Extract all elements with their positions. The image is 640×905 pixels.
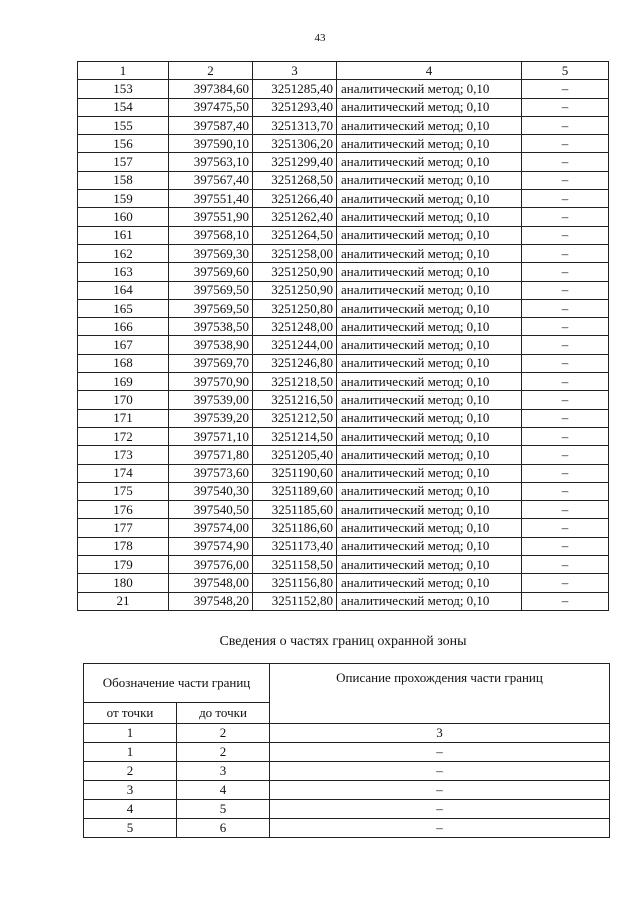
description-cell: –: [522, 427, 609, 445]
table-row: [84, 762, 610, 781]
point-number-cell: 156: [78, 135, 169, 153]
x-coordinate-cell: 397587,40: [169, 116, 253, 134]
boundary-description-cell: –: [270, 743, 610, 762]
method-accuracy-cell: аналитический метод; 0,10: [337, 244, 522, 262]
y-coordinate-cell: 3251266,40: [253, 190, 337, 208]
table-row: [78, 208, 609, 226]
table-row: [78, 171, 609, 189]
y-coordinate-cell: 3251190,60: [253, 464, 337, 482]
method-accuracy-cell: аналитический метод; 0,10: [337, 299, 522, 317]
x-coordinate-cell: 397590,10: [169, 135, 253, 153]
y-coordinate-cell: 3251248,00: [253, 318, 337, 336]
x-coordinate-cell: 397548,20: [169, 592, 253, 610]
method-accuracy-cell: аналитический метод; 0,10: [337, 391, 522, 409]
description-cell: –: [522, 501, 609, 519]
table-row: [78, 354, 609, 372]
description-cell: –: [522, 135, 609, 153]
table-row: [78, 336, 609, 354]
description-cell: –: [522, 299, 609, 317]
table-row: [78, 537, 609, 555]
boundary-description-cell: –: [270, 762, 610, 781]
to-point-cell: 2: [177, 743, 270, 762]
y-coordinate-cell: 3251293,40: [253, 98, 337, 116]
description-cell: –: [522, 208, 609, 226]
description-cell: –: [522, 592, 609, 610]
y-coordinate-cell: 3251264,50: [253, 226, 337, 244]
description-cell: –: [522, 391, 609, 409]
table-row: [78, 592, 609, 610]
method-accuracy-cell: аналитический метод; 0,10: [337, 135, 522, 153]
description-cell: –: [522, 574, 609, 592]
description-cell: –: [522, 281, 609, 299]
x-coordinate-cell: 397569,50: [169, 281, 253, 299]
y-coordinate-cell: 3251218,50: [253, 373, 337, 391]
table-row: [78, 464, 609, 482]
method-accuracy-cell: аналитический метод; 0,10: [337, 592, 522, 610]
parts-numbering-row: [84, 724, 610, 743]
method-accuracy-cell: аналитический метод; 0,10: [337, 519, 522, 537]
x-coordinate-cell: 397475,50: [169, 98, 253, 116]
point-number-cell: 170: [78, 391, 169, 409]
to-point-cell: 3: [177, 762, 270, 781]
y-coordinate-cell: 3251250,80: [253, 299, 337, 317]
table-row: [78, 80, 609, 98]
x-coordinate-cell: 397540,30: [169, 482, 253, 500]
description-cell: –: [522, 464, 609, 482]
from-point-cell: 3: [84, 781, 177, 800]
x-coordinate-cell: 397563,10: [169, 153, 253, 171]
point-number-cell: 168: [78, 354, 169, 372]
point-number-cell: 21: [78, 592, 169, 610]
point-number-cell: 160: [78, 208, 169, 226]
table-row: [78, 427, 609, 445]
table-row: [78, 116, 609, 134]
parts-column-number-1: 1: [84, 724, 177, 743]
x-coordinate-cell: 397538,90: [169, 336, 253, 354]
table-row: [78, 98, 609, 116]
point-number-cell: 159: [78, 190, 169, 208]
table-row: [78, 318, 609, 336]
to-point-cell: 4: [177, 781, 270, 800]
point-number-cell: 175: [78, 482, 169, 500]
method-accuracy-cell: аналитический метод; 0,10: [337, 263, 522, 281]
method-accuracy-cell: аналитический метод; 0,10: [337, 80, 522, 98]
x-coordinate-cell: 397548,00: [169, 574, 253, 592]
section-title: Сведения о частях границ охранной зоны: [219, 634, 467, 649]
table-row: [78, 556, 609, 574]
x-coordinate-cell: 397568,10: [169, 226, 253, 244]
table-row: [84, 781, 610, 800]
method-accuracy-cell: аналитический метод; 0,10: [337, 98, 522, 116]
to-point-cell: 6: [177, 819, 270, 838]
parts-column-number-3: 3: [270, 724, 610, 743]
point-number-cell: 173: [78, 446, 169, 464]
point-number-cell: 164: [78, 281, 169, 299]
table-row: [78, 482, 609, 500]
y-coordinate-cell: 3251268,50: [253, 171, 337, 189]
table-row: [78, 226, 609, 244]
point-number-cell: 179: [78, 556, 169, 574]
point-number-cell: 154: [78, 98, 169, 116]
boundary-parts-table: [83, 663, 610, 838]
x-coordinate-cell: 397576,00: [169, 556, 253, 574]
y-coordinate-cell: 3251212,50: [253, 409, 337, 427]
description-cell: –: [522, 519, 609, 537]
y-coordinate-cell: 3251246,80: [253, 354, 337, 372]
table-row: [78, 446, 609, 464]
method-accuracy-cell: аналитический метод; 0,10: [337, 116, 522, 134]
table-row: [84, 743, 610, 762]
point-number-cell: 171: [78, 409, 169, 427]
x-coordinate-cell: 397539,00: [169, 391, 253, 409]
y-coordinate-cell: 3251285,40: [253, 80, 337, 98]
method-accuracy-cell: аналитический метод; 0,10: [337, 336, 522, 354]
description-cell: –: [522, 354, 609, 372]
from-point-header: от точки: [84, 703, 177, 724]
description-cell: –: [522, 409, 609, 427]
x-coordinate-cell: 397569,70: [169, 354, 253, 372]
coordinates-table: [77, 61, 609, 611]
point-number-cell: 155: [78, 116, 169, 134]
point-number-cell: 174: [78, 464, 169, 482]
to-point-cell: 5: [177, 800, 270, 819]
y-coordinate-cell: 3251158,50: [253, 556, 337, 574]
table-row: [78, 574, 609, 592]
x-coordinate-cell: 397569,60: [169, 263, 253, 281]
x-coordinate-cell: 397384,60: [169, 80, 253, 98]
description-cell: –: [522, 263, 609, 281]
from-point-cell: 2: [84, 762, 177, 781]
column-number-2: 2: [169, 62, 253, 80]
description-cell: –: [522, 153, 609, 171]
description-cell: –: [522, 98, 609, 116]
table-row: [78, 373, 609, 391]
y-coordinate-cell: 3251262,40: [253, 208, 337, 226]
method-accuracy-cell: аналитический метод; 0,10: [337, 153, 522, 171]
column-number-4: 4: [337, 62, 522, 80]
method-accuracy-cell: аналитический метод; 0,10: [337, 482, 522, 500]
point-number-cell: 167: [78, 336, 169, 354]
method-accuracy-cell: аналитический метод; 0,10: [337, 208, 522, 226]
x-coordinate-cell: 397569,50: [169, 299, 253, 317]
boundary-description-cell: –: [270, 800, 610, 819]
method-accuracy-cell: аналитический метод; 0,10: [337, 556, 522, 574]
boundary-part-designation-header: Обозначение части границ: [84, 664, 270, 703]
description-cell: –: [522, 116, 609, 134]
y-coordinate-cell: 3251258,00: [253, 244, 337, 262]
point-number-cell: 177: [78, 519, 169, 537]
boundary-description-header: Описание прохождения части границ: [270, 664, 610, 724]
method-accuracy-cell: аналитический метод; 0,10: [337, 373, 522, 391]
description-cell: –: [522, 318, 609, 336]
method-accuracy-cell: аналитический метод; 0,10: [337, 281, 522, 299]
method-accuracy-cell: аналитический метод; 0,10: [337, 354, 522, 372]
y-coordinate-cell: 3251216,50: [253, 391, 337, 409]
column-number-5: 5: [522, 62, 609, 80]
table-row: [78, 244, 609, 262]
method-accuracy-cell: аналитический метод; 0,10: [337, 446, 522, 464]
table-row: [78, 299, 609, 317]
description-cell: –: [522, 537, 609, 555]
point-number-cell: 166: [78, 318, 169, 336]
boundary-description-cell: –: [270, 819, 610, 838]
column-number-3: 3: [253, 62, 337, 80]
x-coordinate-cell: 397574,00: [169, 519, 253, 537]
column-number-1: 1: [78, 62, 169, 80]
point-number-cell: 178: [78, 537, 169, 555]
description-cell: –: [522, 482, 609, 500]
point-number-cell: 157: [78, 153, 169, 171]
table-row: [78, 135, 609, 153]
y-coordinate-cell: 3251173,40: [253, 537, 337, 555]
y-coordinate-cell: 3251214,50: [253, 427, 337, 445]
point-number-cell: 163: [78, 263, 169, 281]
y-coordinate-cell: 3251152,80: [253, 592, 337, 610]
point-number-cell: 169: [78, 373, 169, 391]
method-accuracy-cell: аналитический метод; 0,10: [337, 501, 522, 519]
x-coordinate-cell: 397540,50: [169, 501, 253, 519]
table-row: [78, 153, 609, 171]
y-coordinate-cell: 3251313,70: [253, 116, 337, 134]
description-cell: –: [522, 446, 609, 464]
method-accuracy-cell: аналитический метод; 0,10: [337, 171, 522, 189]
y-coordinate-cell: 3251250,90: [253, 281, 337, 299]
method-accuracy-cell: аналитический метод; 0,10: [337, 318, 522, 336]
method-accuracy-cell: аналитический метод; 0,10: [337, 409, 522, 427]
point-number-cell: 176: [78, 501, 169, 519]
table-row: [78, 391, 609, 409]
table-row: [78, 281, 609, 299]
y-coordinate-cell: 3251306,20: [253, 135, 337, 153]
y-coordinate-cell: 3251186,60: [253, 519, 337, 537]
table-header-row: [78, 62, 609, 80]
method-accuracy-cell: аналитический метод; 0,10: [337, 574, 522, 592]
y-coordinate-cell: 3251205,40: [253, 446, 337, 464]
x-coordinate-cell: 397551,40: [169, 190, 253, 208]
point-number-cell: 172: [78, 427, 169, 445]
y-coordinate-cell: 3251244,00: [253, 336, 337, 354]
method-accuracy-cell: аналитический метод; 0,10: [337, 464, 522, 482]
y-coordinate-cell: 3251299,40: [253, 153, 337, 171]
from-point-cell: 4: [84, 800, 177, 819]
method-accuracy-cell: аналитический метод; 0,10: [337, 427, 522, 445]
point-number-cell: 161: [78, 226, 169, 244]
description-cell: –: [522, 556, 609, 574]
description-cell: –: [522, 171, 609, 189]
y-coordinate-cell: 3251250,90: [253, 263, 337, 281]
x-coordinate-cell: 397567,40: [169, 171, 253, 189]
x-coordinate-cell: 397551,90: [169, 208, 253, 226]
description-cell: –: [522, 244, 609, 262]
from-point-cell: 1: [84, 743, 177, 762]
method-accuracy-cell: аналитический метод; 0,10: [337, 190, 522, 208]
x-coordinate-cell: 397571,80: [169, 446, 253, 464]
x-coordinate-cell: 397573,60: [169, 464, 253, 482]
description-cell: –: [522, 226, 609, 244]
x-coordinate-cell: 397569,30: [169, 244, 253, 262]
x-coordinate-cell: 397574,90: [169, 537, 253, 555]
description-cell: –: [522, 190, 609, 208]
y-coordinate-cell: 3251156,80: [253, 574, 337, 592]
x-coordinate-cell: 397570,90: [169, 373, 253, 391]
point-number-cell: 162: [78, 244, 169, 262]
point-number-cell: 165: [78, 299, 169, 317]
description-cell: –: [522, 373, 609, 391]
parts-column-number-2: 2: [177, 724, 270, 743]
x-coordinate-cell: 397571,10: [169, 427, 253, 445]
method-accuracy-cell: аналитический метод; 0,10: [337, 226, 522, 244]
point-number-cell: 153: [78, 80, 169, 98]
x-coordinate-cell: 397538,50: [169, 318, 253, 336]
x-coordinate-cell: 397539,20: [169, 409, 253, 427]
point-number-cell: 180: [78, 574, 169, 592]
y-coordinate-cell: 3251185,60: [253, 501, 337, 519]
to-point-header: до точки: [177, 703, 270, 724]
description-cell: –: [522, 336, 609, 354]
table-row: [78, 190, 609, 208]
table-row: [78, 501, 609, 519]
from-point-cell: 5: [84, 819, 177, 838]
point-number-cell: 158: [78, 171, 169, 189]
description-cell: –: [522, 80, 609, 98]
table-row: [84, 800, 610, 819]
method-accuracy-cell: аналитический метод; 0,10: [337, 537, 522, 555]
table-row: [78, 519, 609, 537]
parts-header-row: [84, 664, 610, 703]
y-coordinate-cell: 3251189,60: [253, 482, 337, 500]
boundary-description-cell: –: [270, 781, 610, 800]
table-row: [78, 263, 609, 281]
table-row: [84, 819, 610, 838]
page-number: 43: [314, 32, 326, 44]
table-row: [78, 409, 609, 427]
